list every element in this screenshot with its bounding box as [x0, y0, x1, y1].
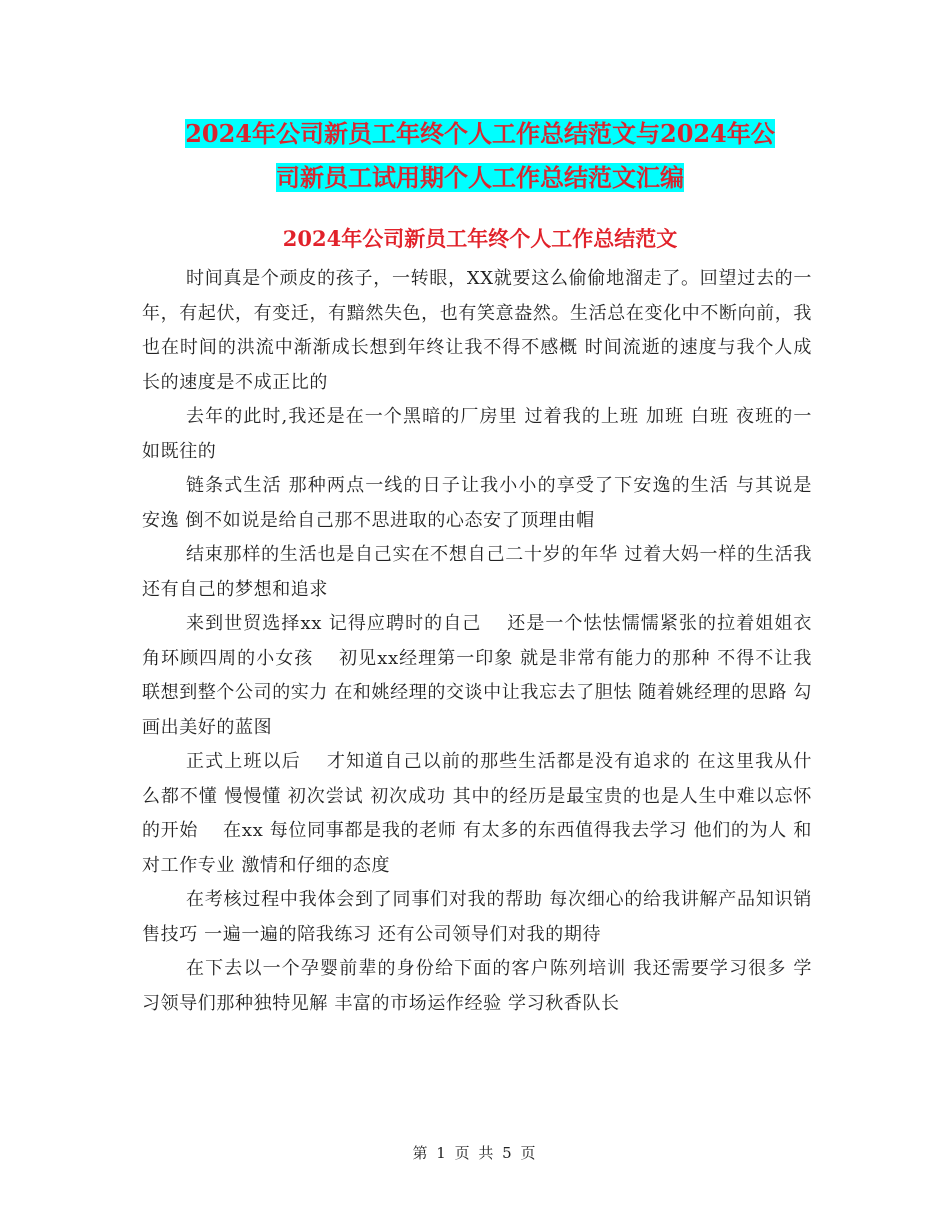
paragraph: 在下去以一个孕婴前辈的身份给下面的客户陈列培训 我还需要学习很多 学习领导们那种独特见解 丰富的市场运作经验 学习秋香队长: [142, 958, 812, 1014]
title-line-1: 2024年公司新员工年终个人工作总结范文与2024年公: [185, 119, 775, 148]
document-title: [140, 112, 820, 200]
paragraph: 链条式生活 那种两点一线的日子让我小小的享受了下安逸的生活 与其说是安逸 倒不如说是给自己那不思进取的心态安了顶理由帽: [142, 475, 812, 531]
paragraph: 在考核过程中我体会到了同事们对我的帮助 每次细心的给我讲解产品知识销售技巧 一遍一遍的陪我练习 还有公司领导们对我的期待: [142, 889, 812, 945]
page-footer: 第 1 页 共 5 页: [412, 1144, 538, 1162]
title-line-2: 司新员工试用期个人工作总结范文汇编: [276, 163, 684, 192]
paragraph: 正式上班以后 才知道自己以前的那些生活都是没有追求的 在这里我从什么都不懂 慢慢懂 初次尝试 初次成功 其中的经历是最宝贵的也是人生中难以忘怀的开始 在xx 每位同事都是我的老师 有太多的东西值得我去学习 他们的为人 和对工作专业 激情和仔细的态度: [142, 751, 812, 876]
paragraph: 结束那样的生活也是自己实在不想自己二十岁的年华 过着大妈一样的生活我还有自己的梦想和追求: [142, 544, 812, 600]
paragraph: 来到世贸选择xx 记得应聘时的自己 还是一个怯怯懦懦紧张的拉着姐姐衣角环顾四周的小女孩 初见xx经理第一印象 就是非常有能力的那种 不得不让我联想到整个公司的实力 在和姚经理的交谈中让我忘去了胆怯 随着姚经理的思路 勾画出美好的蓝图: [142, 613, 812, 738]
section-heading: 2024年公司新员工年终个人工作总结范文: [282, 226, 678, 251]
document-body: [142, 262, 812, 1021]
paragraph: 时间真是个顽皮的孩子，一转眼，XX就要这么偷偷地溜走了。回望过去的一年，有起伏，有变迁，有黯然失色，也有笑意盎然。生活总在变化中不断向前，我也在时间的洪流中渐渐成长想到年终让我不得不感概 时间流逝的速度与我个人成长的速度是不成正比的: [142, 268, 812, 393]
paragraph: 去年的此时,我还是在一个黑暗的厂房里 过着我的上班 加班 白班 夜班的一如既往的: [142, 406, 812, 462]
